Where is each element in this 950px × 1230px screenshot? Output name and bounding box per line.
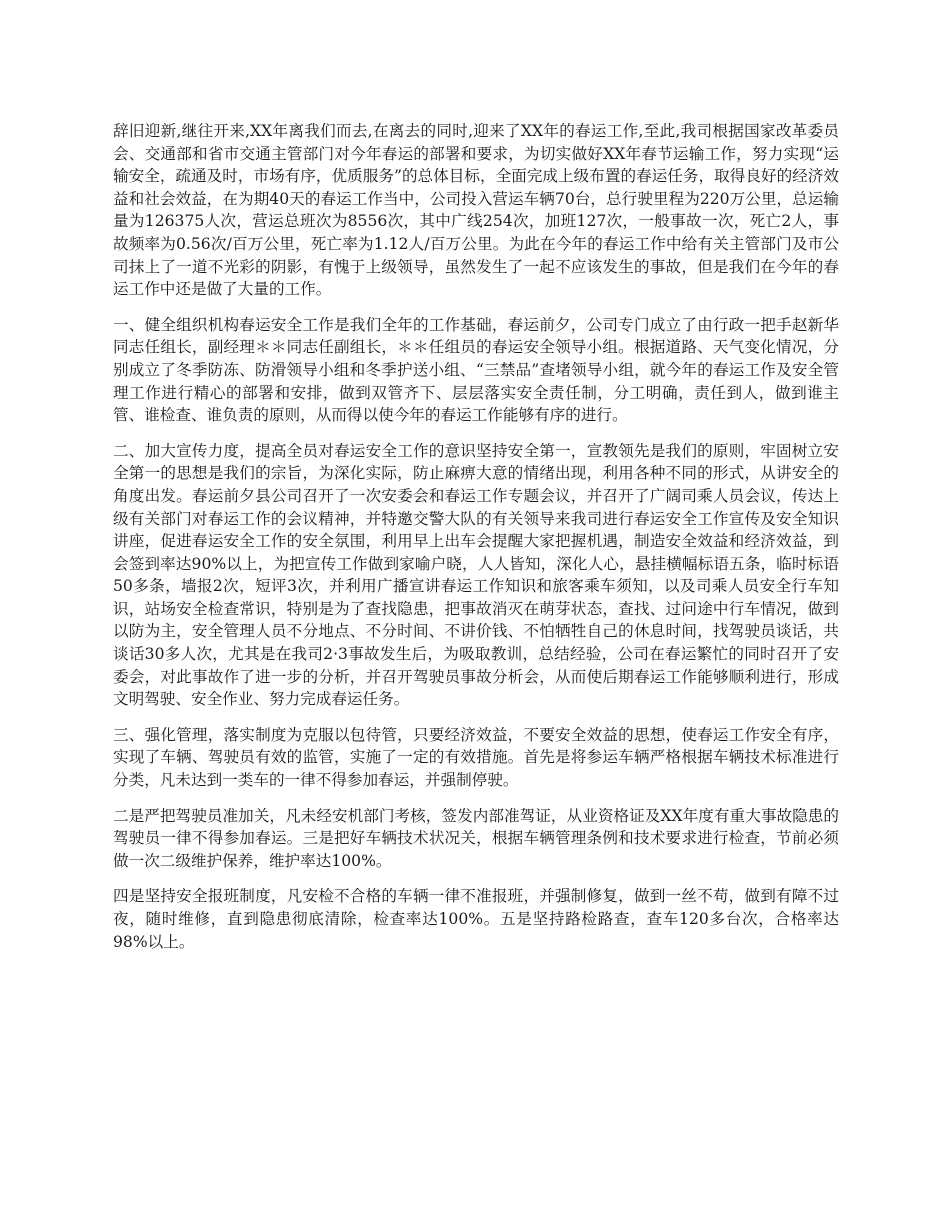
paragraph-driver-vehicle-checks: 二是严把驾驶员准加关，凡未经安机部门考核，签发内部准驾证，从业资格证及XX年度有重大事故隐患的驾驶员一律不得参加春运。三是把好车辆技术状况关，根据车辆管理条例和技术要求进行检查，节前必须做一次二级维护保养，维护率达100%。 xyxy=(113,806,839,870)
paragraph-management: 三、强化管理，落实制度为克服以包待管，只要经济效益，不要安全效益的思想，使春运工作安全有序，实现了车辆、驾驶员有效的监管，实施了一定的有效措施。首先是将参运车辆严格根据车辆技术标准进行分类，凡未达到一类车的一律不得参加春运，并强制停驶。 xyxy=(113,725,839,790)
paragraph-intro: 辞旧迎新,继往开来,XX年离我们而去,在离去的同时,迎来了XX年的春运工作,至此,我司根据国家改革委员会、交通部和省市交通主管部门对今年春运的部署和要求，为切实做好XX年春节运输工作，努力实现“运输安全，疏通及时，市场有序，优质服务”的总体目标，全面完成上级布置的春运任务，取得良好的经济效益和社会效益，在为期40天的春运工作当中，公司投入营运车辆70台，总行驶里程为220万公里，总运输量为126375人次，营运总班次为8556次，其中广线254次，加班127次，一般事故一次，死亡2人，事故频率为0.56次/百万公里，死亡率为1.12人/百万公里。为此在今年的春运工作中给有关主管部门及市公司抹上了一道不光彩的阴影，有愧于上级领导，虽然发生了一起不应该发生的事故，但是我们在今年的春运工作中还是做了大量的工作。 xyxy=(113,122,839,299)
paragraph-organization: 一、健全组织机构春运安全工作是我们全年的工作基础，春运前夕，公司专门成立了由行政一把手赵新华同志任组长，副经理＊＊同志任副组长，＊＊任组员的春运安全领导小组。根据道路、天气变化情况，分别成立了冬季防冻、防滑领导小组和冬季护送小组、“三禁品”查堵领导小组，就今年的春运工作及安全管理工作进行精心的部署和安排，做到双管齐下、层层落实安全责任制，分工明确，责任到人，做到谁主管、谁检查、谁负责的原则，从而得以使今年的春运工作能够有序的进行。 xyxy=(113,315,839,425)
paragraph-safety-reporting: 四是坚持安全报班制度，凡安检不合格的车辆一律不准报班，并强制修复，做到一丝不苟，做到有障不过夜，随时维修，直到隐患彻底清除，检查率达100%。五是坚持路检路查，查车120多台次，合格率达98%以上。 xyxy=(113,887,839,951)
paragraph-publicity: 二、加大宣传力度，提高全员对春运安全工作的意识坚持安全第一，宣教领先是我们的原则，牢固树立安全第一的思想是我们的宗旨，为深化实际，防止麻痹大意的情绪出现，利用各种不同的形式，从讲安全的角度出发。春运前夕县公司召开了一次安委会和春运工作专题会议，并召开了广阔司乘人员会议，传达上级有关部门对春运工作的会议精神，并特邀交警大队的有关领导来我司进行春运安全工作宣传及安全知识讲座，促进春运安全工作的安全氛围，利用早上出车会提醒大家把握机遇，制造安全效益和经济效益，到会签到率达90%以上，为把宣传工作做到家喻户晓，人人皆知，深化人心，悬挂横幅标语五条，临时标语50多条，墙报2次，短评3次，并利用广播宣讲春运工作知识和旅客乘车须知，以及司乘人员安全行车知识，站场安全检查常识，特别是为了查找隐患，把事故消灭在萌芽状态，查找、过问途中行车情况，做到以防为主，安全管理人员不分地点、不分时间、不讲价钱、不怕牺牲自己的休息时间，找驾驶员谈话，共谈话30多人次，尤其是在我司2·3事故发生后，为吸取教训，总结经验，公司在春运繁忙的同时召开了安委会，对此事故作了进一步的分析，并召开驾驶员事故分析会，从而使后期春运工作能够顺利进行，形成文明驾驶、安全作业、努力完成春运任务。 xyxy=(113,441,839,709)
document-body xyxy=(113,120,839,966)
